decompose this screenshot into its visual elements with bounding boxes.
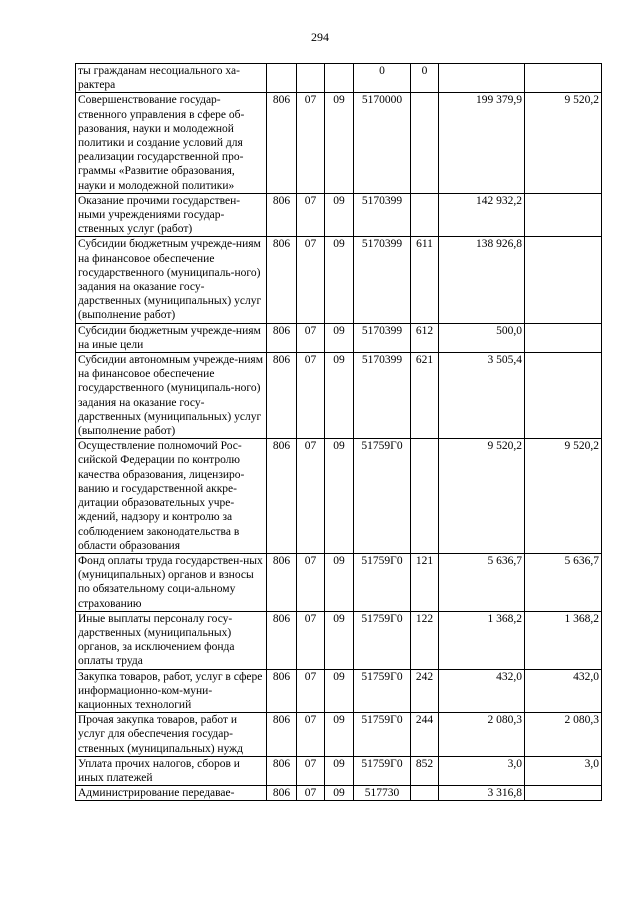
row-amount-cell: 5 636,7 xyxy=(439,553,525,611)
row-federal-amount-cell: 9 520,2 xyxy=(525,439,602,554)
row-name-cell: Оказание прочими государствен-ными учреждениями государ-ственных услуг (работ) xyxy=(76,193,267,237)
row-section-code-cell: 07 xyxy=(297,611,325,669)
table-row xyxy=(76,237,602,323)
row-federal-amount-cell xyxy=(525,353,602,439)
row-target-item-cell: 51759Г0 xyxy=(354,439,411,554)
row-expense-type-cell: 612 xyxy=(411,323,439,352)
row-federal-amount-cell: 5 636,7 xyxy=(525,553,602,611)
row-name-cell: Субсидии бюджетным учрежде-ниям на финансовое обеспечение государственного (муниципаль-ного) задания на оказание госу-дарственных (муниципальных) услуг (выполнение работ) xyxy=(76,237,267,323)
row-federal-amount-cell: 9 520,2 xyxy=(525,93,602,193)
row-subsection-code-cell xyxy=(325,64,354,93)
row-federal-amount-cell xyxy=(525,237,602,323)
row-expense-type-cell xyxy=(411,786,439,801)
row-expense-type-cell: 0 xyxy=(411,64,439,93)
row-amount-cell: 142 932,2 xyxy=(439,193,525,237)
row-federal-amount-cell xyxy=(525,323,602,352)
row-target-item-cell: 0 xyxy=(354,64,411,93)
row-subsection-code-cell: 09 xyxy=(325,93,354,193)
row-section-code-cell: 07 xyxy=(297,323,325,352)
row-subsection-code-cell: 09 xyxy=(325,193,354,237)
row-section-code-cell: 07 xyxy=(297,553,325,611)
row-subsection-code-cell: 09 xyxy=(325,553,354,611)
table-row xyxy=(76,193,602,237)
row-target-item-cell: 5170399 xyxy=(354,323,411,352)
row-name-cell: ты гражданам несоциального ха-рактера xyxy=(76,64,267,93)
row-subsection-code-cell: 09 xyxy=(325,756,354,785)
table-row xyxy=(76,323,602,352)
row-section-code-cell: 07 xyxy=(297,93,325,193)
row-ministry-code-cell: 806 xyxy=(267,756,297,785)
row-target-item-cell: 51759Г0 xyxy=(354,553,411,611)
row-amount-cell: 1 368,2 xyxy=(439,611,525,669)
row-target-item-cell: 5170000 xyxy=(354,93,411,193)
row-amount-cell: 500,0 xyxy=(439,323,525,352)
row-federal-amount-cell xyxy=(525,64,602,93)
row-name-cell: Закупка товаров, работ, услуг в сфере информационно-ком-муни-кационных технологий xyxy=(76,669,267,713)
row-federal-amount-cell: 432,0 xyxy=(525,669,602,713)
row-ministry-code-cell: 806 xyxy=(267,193,297,237)
row-expense-type-cell: 611 xyxy=(411,237,439,323)
row-target-item-cell: 51759Г0 xyxy=(354,756,411,785)
row-ministry-code-cell: 806 xyxy=(267,439,297,554)
row-subsection-code-cell: 09 xyxy=(325,786,354,801)
table-row xyxy=(76,713,602,757)
row-ministry-code-cell: 806 xyxy=(267,713,297,757)
row-name-cell: Совершенствование государ-ственного управления в сфере об-разования, науки и молодежной политики и создание условий для реализации государственной про-граммы «Развитие образования, науки и молодежной политики» xyxy=(76,93,267,193)
page-number: 294 xyxy=(311,30,329,44)
row-amount-cell: 9 520,2 xyxy=(439,439,525,554)
row-expense-type-cell: 244 xyxy=(411,713,439,757)
row-section-code-cell: 07 xyxy=(297,193,325,237)
table-row xyxy=(76,756,602,785)
row-expense-type-cell xyxy=(411,439,439,554)
row-name-cell: Администрирование передавае- xyxy=(76,786,267,801)
row-expense-type-cell xyxy=(411,93,439,193)
row-subsection-code-cell: 09 xyxy=(325,439,354,554)
row-target-item-cell: 5170399 xyxy=(354,237,411,323)
row-ministry-code-cell: 806 xyxy=(267,669,297,713)
row-ministry-code-cell: 806 xyxy=(267,323,297,352)
table-row xyxy=(76,64,602,93)
row-amount-cell: 138 926,8 xyxy=(439,237,525,323)
row-name-cell: Субсидии бюджетным учрежде-ниям на иные цели xyxy=(76,323,267,352)
row-amount-cell: 199 379,9 xyxy=(439,93,525,193)
row-federal-amount-cell: 2 080,3 xyxy=(525,713,602,757)
row-ministry-code-cell: 806 xyxy=(267,553,297,611)
row-section-code-cell: 07 xyxy=(297,713,325,757)
row-subsection-code-cell: 09 xyxy=(325,611,354,669)
row-subsection-code-cell: 09 xyxy=(325,669,354,713)
row-expense-type-cell xyxy=(411,193,439,237)
row-expense-type-cell: 852 xyxy=(411,756,439,785)
table-row xyxy=(76,93,602,193)
row-ministry-code-cell: 806 xyxy=(267,786,297,801)
row-target-item-cell: 51759Г0 xyxy=(354,713,411,757)
row-section-code-cell: 07 xyxy=(297,786,325,801)
row-name-cell: Прочая закупка товаров, работ и услуг для обеспечения государ-ственных (муниципальных) нужд xyxy=(76,713,267,757)
row-section-code-cell: 07 xyxy=(297,756,325,785)
row-amount-cell: 3,0 xyxy=(439,756,525,785)
row-amount-cell: 432,0 xyxy=(439,669,525,713)
row-name-cell: Уплата прочих налогов, сборов и иных платежей xyxy=(76,756,267,785)
row-amount-cell xyxy=(439,64,525,93)
row-expense-type-cell: 621 xyxy=(411,353,439,439)
row-amount-cell: 3 316,8 xyxy=(439,786,525,801)
row-ministry-code-cell: 806 xyxy=(267,237,297,323)
row-subsection-code-cell: 09 xyxy=(325,713,354,757)
row-name-cell: Фонд оплаты труда государствен-ных (муниципальных) органов и взносы по обязательному соци-альному страхованию xyxy=(76,553,267,611)
row-amount-cell: 3 505,4 xyxy=(439,353,525,439)
row-name-cell: Осуществление полномочий Рос-сийской Федерации по контролю качества образования, лицензиро-ванию и государственной аккре-дитации образовательных учре-ждений, надзору и контролю за соблюдением законодательства в области образования xyxy=(76,439,267,554)
row-amount-cell: 2 080,3 xyxy=(439,713,525,757)
row-target-item-cell: 5170399 xyxy=(354,193,411,237)
row-section-code-cell: 07 xyxy=(297,669,325,713)
row-subsection-code-cell: 09 xyxy=(325,353,354,439)
row-federal-amount-cell: 3,0 xyxy=(525,756,602,785)
row-target-item-cell: 5170399 xyxy=(354,353,411,439)
table-row xyxy=(76,786,602,801)
row-federal-amount-cell xyxy=(525,193,602,237)
row-section-code-cell: 07 xyxy=(297,237,325,323)
row-ministry-code-cell: 806 xyxy=(267,353,297,439)
row-target-item-cell: 517730 xyxy=(354,786,411,801)
row-subsection-code-cell: 09 xyxy=(325,237,354,323)
row-target-item-cell: 51759Г0 xyxy=(354,669,411,713)
row-expense-type-cell: 121 xyxy=(411,553,439,611)
row-federal-amount-cell xyxy=(525,786,602,801)
row-target-item-cell: 51759Г0 xyxy=(354,611,411,669)
row-section-code-cell: 07 xyxy=(297,353,325,439)
row-ministry-code-cell: 806 xyxy=(267,611,297,669)
row-ministry-code-cell xyxy=(267,64,297,93)
row-expense-type-cell: 122 xyxy=(411,611,439,669)
row-ministry-code-cell: 806 xyxy=(267,93,297,193)
table-row xyxy=(76,553,602,611)
row-section-code-cell: 07 xyxy=(297,439,325,554)
row-subsection-code-cell: 09 xyxy=(325,323,354,352)
table-row xyxy=(76,353,602,439)
row-name-cell: Субсидии автономным учрежде-ниям на финансовое обеспечение государственного (муниципаль-ного) задания на оказание госу-дарственных (муниципальных) услуг (выполнение работ) xyxy=(76,353,267,439)
row-section-code-cell xyxy=(297,64,325,93)
table-row xyxy=(76,611,602,669)
table-row xyxy=(76,439,602,554)
table-row xyxy=(76,669,602,713)
row-name-cell: Иные выплаты персоналу госу-дарственных (муниципальных) органов, за исключением фонда оплаты труда xyxy=(76,611,267,669)
row-federal-amount-cell: 1 368,2 xyxy=(525,611,602,669)
row-expense-type-cell: 242 xyxy=(411,669,439,713)
budget-table xyxy=(75,63,602,801)
